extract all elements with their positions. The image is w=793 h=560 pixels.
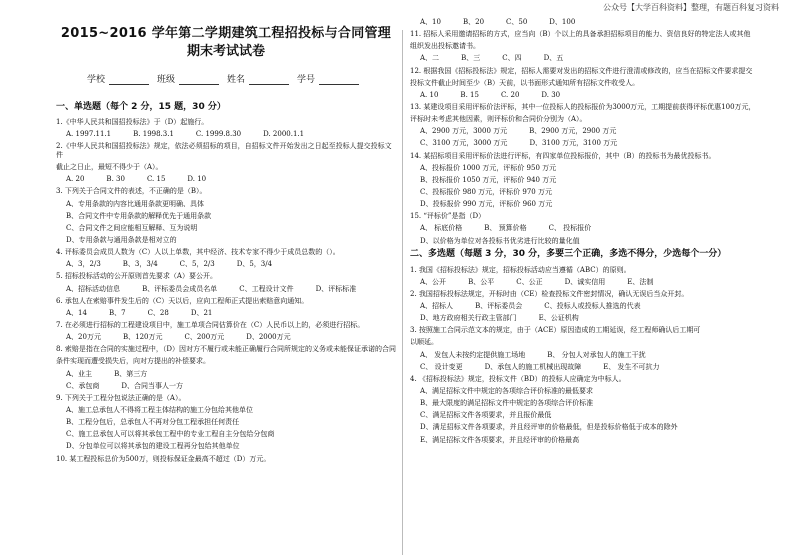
option-text: A、招标人 — [420, 301, 454, 310]
option-text: B、3，3/4 — [122, 260, 158, 269]
option-text: D、100 — [549, 18, 576, 26]
option-text: C、工程设计文件 — [239, 284, 294, 293]
option-text: D、以价格为单位对各投标书优劣进行比较的量化值 — [420, 236, 580, 245]
option-text: D. 2000.1.1 — [263, 130, 305, 139]
info-label: 班级 — [156, 74, 175, 85]
question-text: 1.《中华人民共和国招投标法》于（D）起施行。 — [56, 118, 209, 126]
option-text: D、合同当事人一方 — [121, 381, 183, 390]
student-info — [56, 75, 396, 86]
option-text: D. 10 — [187, 175, 207, 184]
option-text: C、200万元 — [184, 333, 225, 342]
option-row — [66, 175, 396, 184]
option-text: A、招标活动信息 — [66, 284, 121, 293]
watermark-text: 公众号【大学百科资料】整理，有题百科复习资料 — [603, 3, 779, 12]
option-row — [66, 382, 396, 391]
option-row — [420, 302, 770, 311]
option-text: A、3，2/3 — [66, 260, 101, 269]
option-text: A、2900 万元，3000 万元 — [420, 127, 508, 136]
option-text: C、合同文件之间应能相互解释、互为说明 — [66, 223, 198, 232]
option-row — [420, 363, 770, 372]
option-text: C. 1999.8.30 — [195, 130, 242, 139]
option-text: C、施工总承包人可以将其承包工程中的专业工程自主分包给分包商 — [66, 430, 275, 439]
option-row — [420, 54, 770, 63]
option-text: C、 设计变更 — [420, 362, 463, 371]
option-text: B、2900 万元，2900 万元 — [529, 127, 617, 136]
info-blank — [109, 75, 149, 85]
option-text: B、 分包人对承包人的施工干扰 — [547, 350, 646, 359]
option-text: A、业主 — [66, 369, 93, 378]
option-text: C、承包商 — [66, 381, 100, 390]
option-text: D. 30 — [541, 90, 561, 99]
section-heading: 一、单选题（每个 2 分，15 题，30 分） — [56, 101, 226, 112]
question-text: 4. 《招标投标法》规定，投标文件（BD）的投标人应确定为中标人。 — [410, 374, 626, 383]
question-text: 组织发出投标邀请书。 — [410, 42, 480, 51]
option-row — [66, 130, 396, 139]
option-text: C. 20 — [500, 90, 520, 99]
column-divider — [402, 30, 403, 555]
option-text: C、28 — [147, 308, 169, 317]
option-text: D、3100 万元，3100 万元 — [529, 139, 618, 148]
question-text: 14. 某招标项目采用评标价法进行评标，有四家单位投标报价，其中（B）的投标书为最优投标书。 — [410, 151, 716, 160]
option-text: C、3100 万元，3000 万元 — [420, 139, 508, 148]
option-text: A、施工总承包人不得将工程主体结构的施工分包给其他单位 — [66, 405, 254, 414]
question-text: 10. 某工程投标总价为500万，则投标保证金最高不超过（D）万元。 — [56, 454, 271, 463]
left-column — [56, 18, 396, 467]
option-text: B、工程分包后，总承包人不再对分包工程承担任何责任 — [66, 418, 240, 427]
option-text: D、满足招标文件各项要求，并且经评审的价格最低，但是投标价格低于成本的除外 — [420, 423, 678, 432]
info-label: 学校 — [86, 74, 105, 85]
option-text: B、合同文件中专用条款的解释优先于通用条款 — [66, 211, 212, 220]
question-text: 评标时未考虑其他因素，则评标价和合同价分别为（A）。 — [410, 115, 587, 124]
question-text: 13. 某建设项目采用评标价法评标，其中一位投标人的投标报价为3000万元，工期提前获得评标优惠100万元， — [410, 102, 756, 111]
question-text: 3. 下列关于合同文件的表述，不正确的是（B）。 — [56, 187, 207, 196]
question-text: 12. 根据我国《招标投标法》规定，招标人需要对发出的招标文件进行澄清或修改的，应当在招标文件要求提交 — [410, 66, 753, 75]
option-text: D、投标报价 990 万元，评标价 960 万元 — [420, 200, 553, 209]
option-text: B. 1998.3.1 — [133, 130, 174, 139]
option-text: A、10 — [420, 18, 441, 26]
option-text: C. 15 — [146, 175, 166, 184]
option-row — [420, 351, 770, 360]
question-text: 2.《中华人民共和国招投标法》规定，依法必须招标的项目，自招标文件开始发出之日起至投标人提交投标文件 — [56, 142, 392, 160]
option-text: B、投标报价 1050 万元，评标价 940 万元 — [420, 175, 557, 184]
option-text: C、四 — [502, 54, 522, 63]
option-row — [420, 18, 770, 27]
option-row — [420, 91, 770, 100]
option-text: B. 30 — [106, 175, 125, 184]
info-blank — [179, 75, 219, 85]
question-text: 3. 按照施工合同示范文本的规定，由于（ACE）原因造成的工期延误，经工程师确认后工期可 — [410, 326, 701, 335]
option-text: A、投标报价 1000 万元，评标价 950 万元 — [420, 163, 557, 172]
option-text: C、 投标报价 — [548, 224, 592, 233]
question-text: 投标文件截止时间至少（B）天前，以书面形式通知所有招标文件收受人。 — [410, 78, 640, 87]
option-row — [420, 127, 770, 136]
option-text: E、 发生不可抗力 — [603, 362, 660, 371]
left-questions — [56, 118, 396, 463]
question-text: 15. “评标价”是指（D） — [410, 212, 486, 221]
question-text: 11. 招标人采用邀请招标的方式，应当向（B）个以上的具备承担招标项目的能力、资信良好的特定法人或其他 — [410, 30, 751, 39]
option-text: A、20万元 — [66, 333, 101, 342]
option-text: D、五 — [543, 54, 564, 63]
option-row — [420, 278, 770, 287]
option-text: D、分包单位可以将其承包的建设工程再分包给其他单位 — [66, 442, 240, 451]
option-row — [66, 309, 396, 318]
exam-title: 2015~2016 学年第二学期建筑工程招投标与合同管理 — [60, 26, 392, 41]
option-row — [420, 224, 770, 233]
option-text: D、地方政府相关行政主管部门 — [420, 314, 517, 323]
option-row — [66, 285, 396, 294]
question-text: 截止之日止，最短不得少于（A）。 — [56, 163, 163, 172]
option-text: A、公开 — [420, 277, 447, 286]
option-text: B、最大限度的满足招标文件中规定的各项综合评价标准 — [420, 399, 594, 408]
option-text: A. 20 — [66, 175, 85, 184]
option-text: D、专用条款与通用条款是相对立的 — [66, 236, 177, 245]
option-text: B、公平 — [468, 277, 495, 286]
right-column — [410, 18, 770, 448]
option-text: D、评标标准 — [315, 284, 357, 293]
option-text: B、120万元 — [122, 333, 163, 342]
option-row — [420, 314, 770, 323]
option-text: D、5，3/4 — [236, 260, 273, 269]
option-text: A、二 — [420, 54, 440, 63]
question-text: 4. 评标委员会成员人数为（C）人以上单数，其中经济、技术专家不得少于成员总数的（）。 — [56, 248, 340, 257]
question-text: 6. 承包人在索赔事件发生后的（C）天以后，应向工程师正式提出索赔意向通知。 — [56, 296, 309, 305]
option-text: A、 标底价格 — [420, 224, 463, 233]
option-row — [420, 139, 770, 148]
section-heading: 二、多选题（每题 3 分，30 分，多要三个正确，多选不得分，少选每个一分） — [410, 249, 727, 260]
option-text: C、公正 — [516, 277, 543, 286]
option-text: D、承包人的施工机械出现故障 — [484, 362, 582, 371]
question-text: 7. 在必须进行招标的工程建设项目中，施工单项合同估算价在（C）人民币以上的，必须进行招标。 — [56, 321, 365, 329]
option-row — [66, 333, 396, 342]
option-text: A、14 — [66, 308, 87, 317]
option-text: A、专用条款的内容比通用条款更明确、具体 — [66, 199, 205, 208]
option-text: B、第三方 — [114, 369, 148, 378]
option-text: C、投标人或投标人推选的代表 — [544, 301, 641, 310]
option-text: E、公证机构 — [538, 314, 579, 323]
option-text: C、投标报价 980 万元，评标价 970 万元 — [420, 187, 552, 196]
option-text: A、 发包人未按约定提供施工场地 — [420, 350, 526, 359]
info-blank — [249, 75, 289, 85]
exam-subtitle: 期末考试试卷 — [186, 44, 265, 60]
info-label: 姓名 — [227, 74, 246, 85]
option-text: B. 15 — [460, 90, 479, 99]
option-text: B、三 — [461, 54, 481, 63]
option-text: D、2000万元 — [246, 333, 291, 342]
option-text: C、5，2/3 — [179, 260, 215, 269]
option-row — [66, 370, 396, 379]
question-text: 1. 我国《招标投标法》规定，招标投标活动应当遵循（ABC）的原则。 — [410, 265, 631, 274]
question-text: 条件实现而遭受损失后，向对方提出的补偿要求。 — [56, 357, 210, 366]
question-text: 2. 我国招标投标法规定，开标时由（CE）检查投标文件密封情况，确认无误后当众开封。 — [410, 289, 689, 298]
question-text: 5. 招标投标活动的公开原则首先要求（A）要公开。 — [56, 272, 217, 281]
question-text: 8. 索赔是指在合同的实施过程中，（D）因对方不履行或未能正确履行合同所规定的义务或未能保证承诺的合同 — [56, 345, 397, 354]
question-text: 以顺延。 — [410, 338, 438, 347]
option-text: E、满足招标文件各项要求，并且经评审的价格最高 — [420, 435, 580, 444]
option-text: D、21 — [190, 308, 213, 317]
option-text: A、满足招标文件中规定的各项综合评价标准的最低要求 — [420, 386, 594, 395]
question-text: 9. 下列关于工程分包说法正确的是（A）。 — [56, 393, 186, 402]
info-blank — [319, 75, 359, 85]
option-text: B、20 — [462, 18, 485, 26]
option-text: C、满足招标文件各项要求，并且报价最低 — [420, 411, 552, 420]
option-text: A. 10 — [420, 90, 439, 99]
option-text: E、法制 — [627, 277, 654, 286]
option-text: A. 1997.11.1 — [66, 130, 112, 139]
option-text: B、评标委员会 — [475, 301, 523, 310]
option-text: B、 预算价格 — [484, 224, 527, 233]
info-label: 学号 — [297, 74, 316, 85]
option-text: C、50 — [506, 18, 528, 26]
right-questions — [410, 18, 770, 444]
option-text: D、诚实信用 — [564, 277, 606, 286]
option-text: B、7 — [108, 308, 126, 317]
option-text: B、评标委员会成员名单 — [142, 284, 218, 293]
option-row — [66, 260, 396, 269]
